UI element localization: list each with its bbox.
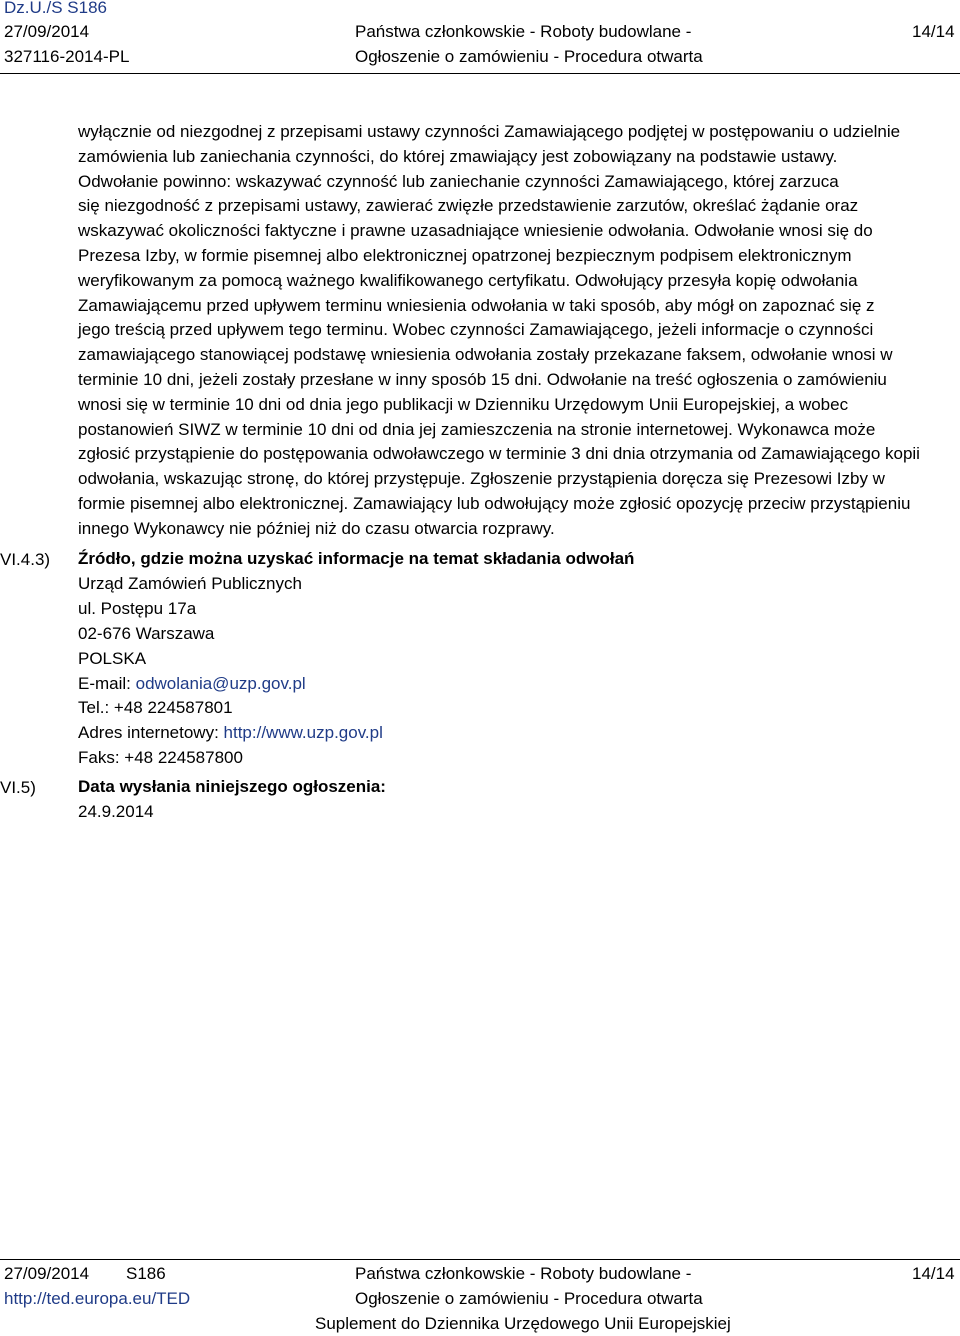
paragraph-line: wnosi się w terminie 10 dni od dnia jego publikacji w Dzienniku Urzędowym Unii Europejskiej, a wobec: [78, 394, 849, 414]
footer-series: S186: [126, 1264, 166, 1283]
paragraph-line: Prezesa Izby, w formie pisemnej albo elektronicznej opatrzonej bezpiecznym podpisem elektronicznym: [78, 245, 852, 265]
paragraph-line: innego Wykonawcy nie później niż do czasu otwarcia rozprawy.: [78, 518, 555, 538]
phone-number: Tel.: +48 224587801: [78, 698, 233, 718]
paragraph-line: jego treścią przed upływem tego terminu. Wobec czynności Zamawiającego, jeżeli informacje o czynności: [78, 320, 874, 340]
email-row: [78, 672, 948, 697]
paragraph-line: Odwołanie powinno: wskazywać czynność lub zaniechanie czynności Zamawiającego, której zarzuca: [78, 171, 839, 191]
appeal-procedure-paragraph: [78, 120, 958, 542]
header-divider: [0, 73, 960, 74]
ted-website-link[interactable]: http://ted.europa.eu/TED: [4, 1289, 191, 1308]
street-address: ul. Postępu 17a: [78, 598, 197, 618]
header-page-number: 14/14: [912, 22, 955, 41]
paragraph-line: zamówienia lub zaniechania czynności, do której zmawiający jest zobowiązany na podstawie ustawy.: [78, 146, 838, 166]
website-link[interactable]: http://www.uzp.gov.pl: [223, 723, 383, 743]
footer-title-line1: Państwa członkowskie - Roboty budowlane -: [355, 1264, 692, 1283]
header-notice-id: 327116-2014-PL: [4, 47, 130, 66]
footer-divider: [0, 1259, 960, 1260]
paragraph-line: weryfikowanym za pomocą ważnego kwalifikowanego certyfikatu. Odwołujący przesyła kopię odwołania: [78, 270, 858, 290]
paragraph-line: wyłącznie od niezgodnej z przepisami ustawy czynności Zamawiającego podjętej w postępowaniu o udzielnie: [78, 122, 901, 141]
email-link[interactable]: odwolania@uzp.gov.pl: [135, 673, 306, 693]
paragraph-line: zgłosić przystąpienie do postępowania odwoławczego w terminie 3 dni dnia otrzymania od Zamawiającego kopii: [78, 444, 920, 464]
fax-number: Faks: +48 224587800: [78, 748, 243, 768]
section-appeal-information-source: [78, 547, 948, 771]
paragraph-line: formie pisemnej albo elektronicznej. Zamawiający lub odwołujący może zgłosić opozycję przeciw przystąpieniu: [78, 493, 911, 513]
section-dispatch-date: [78, 775, 948, 825]
country: POLSKA: [78, 648, 147, 668]
postal-city: 02-676 Warszawa: [78, 623, 215, 643]
footer-date: 27/09/2014: [4, 1264, 90, 1283]
website-row: [78, 721, 948, 746]
section-title: Data wysłania niniejszego ogłoszenia:: [78, 777, 386, 796]
paragraph-line: wskazywać okoliczności faktyczne i prawne uzasadniające wniesienie odwołania. Odwołanie wnosi się do: [78, 221, 873, 241]
paragraph-line: zamawiającego stanowiącej podstawę wniesienia odwołania zostały przekazane faksem, odwołanie wnosi w: [78, 345, 893, 365]
organisation-name: Urząd Zamówień Publicznych: [78, 573, 302, 593]
paragraph-line: odwołania, wskazując stronę, do której przystępuje. Zgłoszenie przystąpienia doręcza się Prezesowi Izby w: [78, 469, 885, 489]
section-number-vi-5: VI.5): [0, 778, 36, 797]
header-date: 27/09/2014: [4, 22, 90, 41]
section-number-vi-4-3: VI.4.3): [0, 550, 51, 569]
footer-page-number: 14/14: [912, 1264, 955, 1283]
paragraph-line: się niezgodność z przepisami ustawy, zawierać zwięzłe przedstawienie zarzutów, określać żądanie oraz: [78, 196, 859, 216]
dispatch-date: 24.9.2014: [78, 801, 154, 821]
email-label: E-mail:: [78, 673, 136, 693]
header-title-line1: Państwa członkowskie - Roboty budowlane -: [355, 22, 692, 41]
section-title: Źródło, gdzie można uzyskać informacje na temat składania odwołań: [78, 549, 635, 568]
paragraph-line: Zamawiającemu przed upływem terminu wniesienia odwołania w taki sposób, aby mógł on zapoznać się z: [78, 295, 875, 315]
footer-title-line2: Ogłoszenie o zamówieniu - Procedura otwarta: [355, 1289, 703, 1308]
header-title-line2: Ogłoszenie o zamówieniu - Procedura otwarta: [355, 47, 703, 66]
journal-reference-link[interactable]: Dz.U./S S186: [4, 0, 107, 17]
footer-title-line3: Suplement do Dziennika Urzędowego Unii Europejskiej: [315, 1314, 731, 1333]
paragraph-line: terminie 10 dni, jeżeli zostały przesłane w inny sposób 15 dni. Odwołanie na treść ogłoszenia o zamówieniu: [78, 369, 887, 389]
paragraph-line: postanowień SIWZ w terminie 10 dni od dnia jej zamieszczenia na stronie internetowej. Wykonawca może: [78, 419, 876, 439]
website-label: Adres internetowy:: [78, 723, 224, 743]
